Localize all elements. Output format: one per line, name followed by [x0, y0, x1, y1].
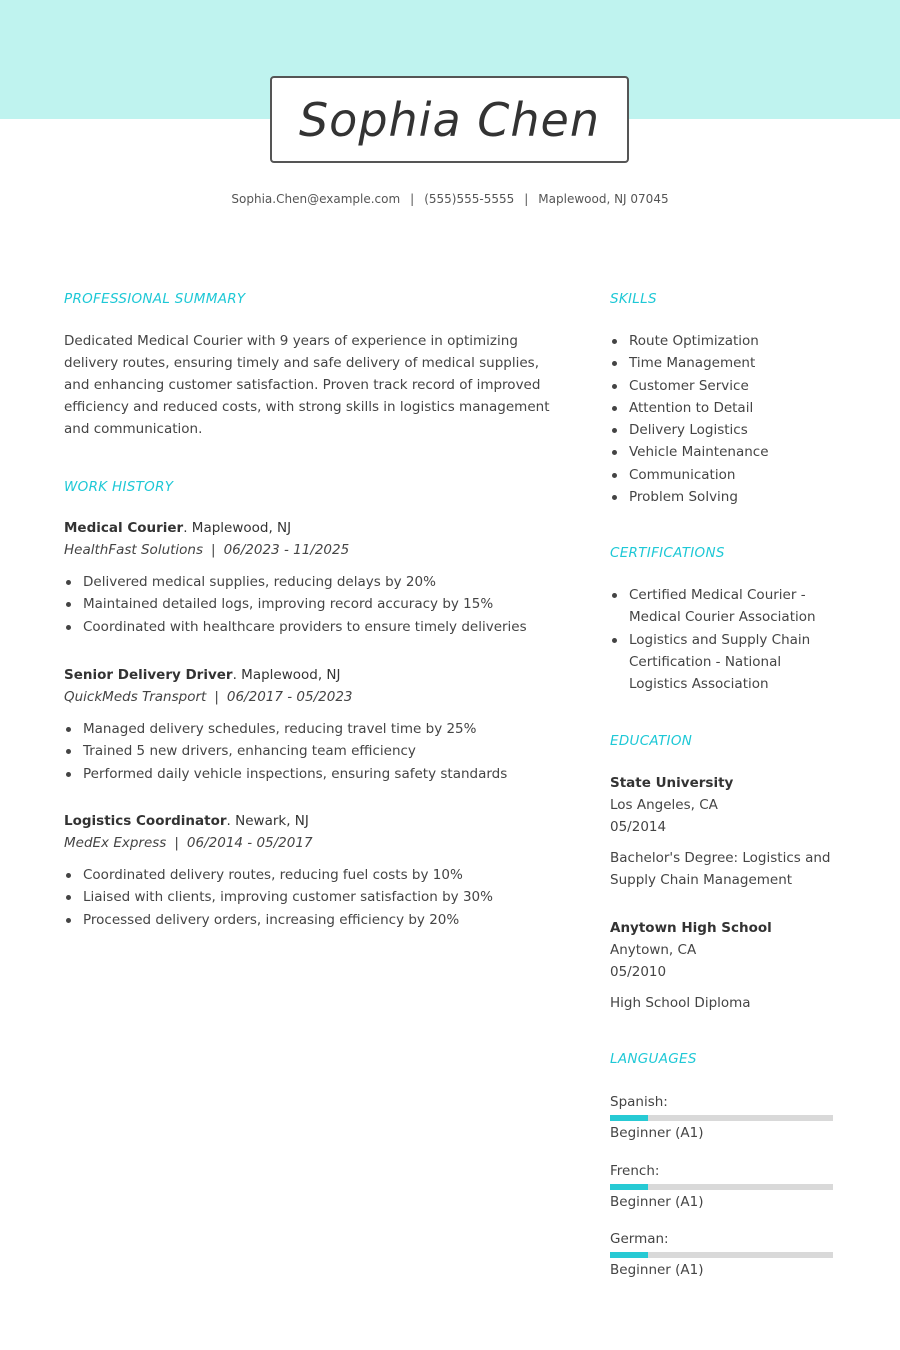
certifications-list: [610, 584, 830, 695]
language-name: French:: [610, 1163, 660, 1179]
job-bullet: Coordinated with healthcare providers to ensure timely deliveries: [64, 616, 564, 638]
skill-item: Problem Solving: [610, 486, 850, 508]
job-location: . Maplewood, NJ: [183, 520, 292, 536]
language-level: Beginner (A1): [610, 1194, 704, 1210]
candidate-name: Sophia Chen: [298, 92, 600, 147]
summary-line: delivery routes, ensuring timely and safe delivery of medical supplies,: [64, 355, 540, 371]
contact-email[interactable]: Sophia.Chen@example.com: [231, 192, 401, 206]
job-bullet: Managed delivery schedules, reducing travel time by 25%: [64, 718, 564, 740]
job-role: Logistics Coordinator: [64, 813, 227, 829]
skill-item: Route Optimization: [610, 330, 850, 352]
job-dates: 06/2023 - 11/2025: [223, 542, 350, 558]
job-role: Senior Delivery Driver: [64, 667, 233, 683]
contact-location: Maplewood, NJ 07045: [538, 192, 669, 206]
work-history-heading: WORK HISTORY: [64, 479, 174, 495]
language-proficiency-fill: [610, 1252, 648, 1258]
job-role: Medical Courier: [64, 520, 184, 536]
summary-line: and communication.: [64, 421, 203, 437]
contact-line: [0, 192, 900, 206]
summary-line: and enhancing customer satisfaction. Proven track record of improved: [64, 377, 541, 393]
job-bullet: Trained 5 new drivers, enhancing team efficiency: [64, 740, 564, 762]
contact-separator: |: [410, 192, 415, 206]
education-entry: [610, 917, 850, 1014]
job-location: . Newark, NJ: [226, 813, 309, 829]
job-location: . Maplewood, NJ: [232, 667, 341, 683]
language-name: Spanish:: [610, 1094, 668, 1110]
skill-item: Time Management: [610, 352, 850, 374]
job-title-line: [64, 810, 564, 832]
education-entry: [610, 772, 850, 891]
language-level: Beginner (A1): [610, 1125, 704, 1141]
job-bullet: Processed delivery orders, increasing efficiency by 20%: [64, 909, 564, 931]
school-name: State University: [610, 775, 734, 791]
contact-separator: |: [524, 192, 529, 206]
job-meta-separator: |: [214, 689, 219, 705]
school-location: Los Angeles, CA: [610, 797, 718, 813]
languages-heading: LANGUAGES: [610, 1051, 697, 1067]
language-entry: [610, 1092, 850, 1144]
summary-line: efficiency and reduced costs, with strong skills in logistics management: [64, 399, 550, 415]
job-bullet: Maintained detailed logs, improving record accuracy by 15%: [64, 593, 564, 615]
certifications-heading: CERTIFICATIONS: [610, 545, 725, 561]
job-meta: [64, 539, 564, 561]
job-bullet: Coordinated delivery routes, reducing fuel costs by 10%: [64, 864, 564, 886]
skills-list: [610, 330, 850, 508]
job-company: QuickMeds Transport: [64, 689, 207, 705]
job-meta: [64, 832, 564, 854]
graduation-date: 05/2014: [610, 819, 667, 835]
skill-item: Communication: [610, 464, 850, 486]
job-bullets: [64, 571, 564, 638]
job-company: MedEx Express: [64, 835, 167, 851]
education-heading: EDUCATION: [610, 733, 693, 749]
job-bullets: [64, 864, 564, 931]
summary-line: Dedicated Medical Courier with 9 years of experience in optimizing: [64, 333, 518, 349]
certification-item: Certified Medical Courier - Medical Courier Association: [610, 584, 830, 629]
job-entry: [64, 517, 564, 638]
job-dates: 06/2014 - 05/2017: [186, 835, 313, 851]
language-proficiency-bar: [610, 1184, 833, 1190]
school-name: Anytown High School: [610, 920, 772, 936]
job-entry: [64, 810, 564, 931]
language-proficiency-fill: [610, 1115, 648, 1121]
job-bullet: Liaised with clients, improving customer satisfaction by 30%: [64, 886, 564, 908]
name-box: [270, 76, 629, 163]
degree: Bachelor's Degree: Logistics and Supply Chain Management: [610, 850, 831, 888]
language-proficiency-bar: [610, 1252, 833, 1258]
contact-phone[interactable]: (555)555-5555: [424, 192, 515, 206]
language-entry: [610, 1161, 850, 1213]
job-title-line: [64, 664, 564, 686]
job-meta-separator: |: [174, 835, 179, 851]
job-entry: [64, 664, 564, 785]
language-entry: [610, 1229, 850, 1281]
skill-item: Attention to Detail: [610, 397, 850, 419]
language-level: Beginner (A1): [610, 1262, 704, 1278]
skills-heading: SKILLS: [610, 291, 657, 307]
certification-item: Logistics and Supply Chain Certification - National Logistics Association: [610, 629, 830, 696]
job-meta-separator: |: [211, 542, 216, 558]
language-proficiency-fill: [610, 1184, 648, 1190]
skill-item: Delivery Logistics: [610, 419, 850, 441]
summary-text: [64, 330, 554, 440]
job-bullet: Performed daily vehicle inspections, ensuring safety standards: [64, 763, 564, 785]
graduation-date: 05/2010: [610, 964, 667, 980]
job-bullets: [64, 718, 564, 785]
skill-item: Customer Service: [610, 375, 850, 397]
job-meta: [64, 686, 564, 708]
language-name: German:: [610, 1231, 669, 1247]
skill-item: Vehicle Maintenance: [610, 441, 850, 463]
job-dates: 06/2017 - 05/2023: [226, 689, 353, 705]
summary-heading: PROFESSIONAL SUMMARY: [64, 291, 246, 307]
school-location: Anytown, CA: [610, 942, 697, 958]
job-company: HealthFast Solutions: [64, 542, 204, 558]
job-title-line: [64, 517, 564, 539]
job-bullet: Delivered medical supplies, reducing delays by 20%: [64, 571, 564, 593]
language-proficiency-bar: [610, 1115, 833, 1121]
degree: High School Diploma: [610, 995, 751, 1011]
